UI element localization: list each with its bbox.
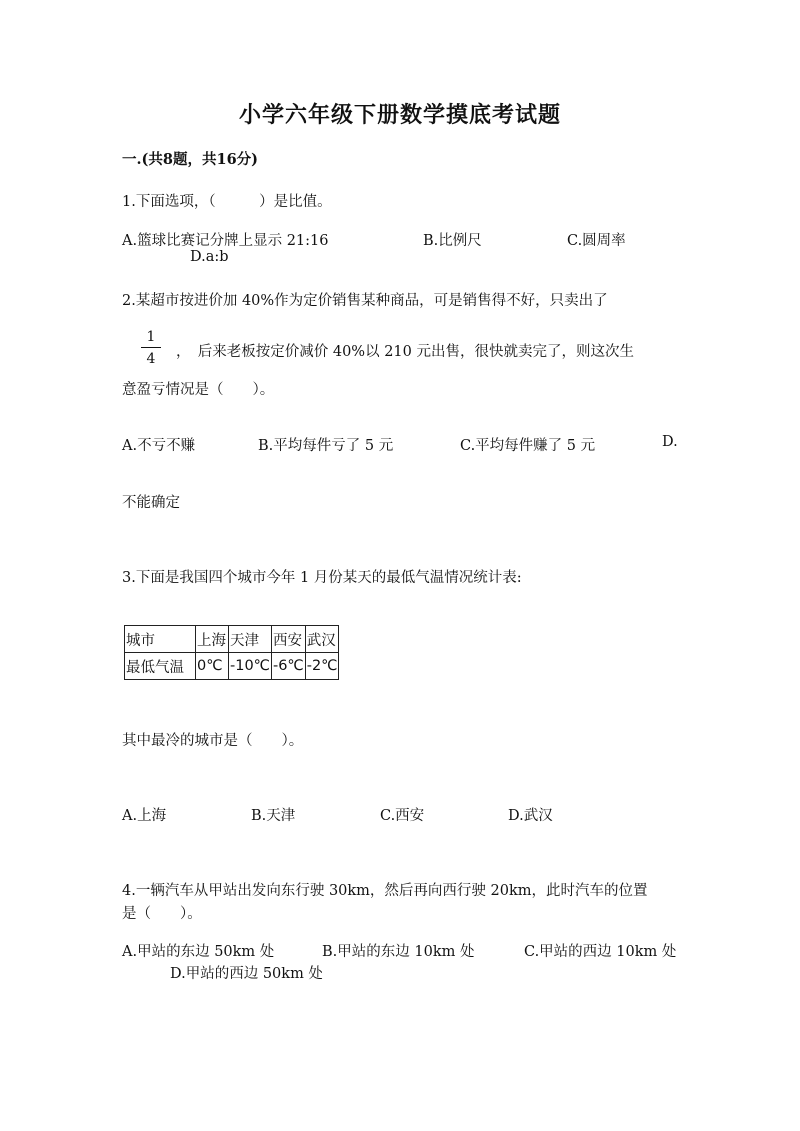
table-cell: 西安 xyxy=(271,626,305,653)
table-cell: 最低气温 xyxy=(125,653,196,680)
question-4-stem-line-1: 4.一辆汽车从甲站出发向东行驶 30km，然后再向西行驶 20km，此时汽车的位置 xyxy=(122,883,648,899)
fraction-numerator: 1 xyxy=(146,329,156,345)
question-4-option-a[interactable]: A.甲站的东边 50km 处 xyxy=(122,944,275,960)
table-cell: -10℃ xyxy=(229,653,272,680)
temperature-table xyxy=(124,625,339,680)
question-1-option-c[interactable]: C.圆周率 xyxy=(567,233,626,249)
question-1-option-b[interactable]: B.比例尺 xyxy=(423,233,482,249)
table-cell: 城市 xyxy=(125,626,196,653)
table-cell: 上海 xyxy=(196,626,229,653)
question-4-stem-line-2: 是（ ）。 xyxy=(122,906,202,922)
question-3-question: 其中最冷的城市是（ ）。 xyxy=(122,733,304,749)
question-2-stem-line-2: ， 后来老板按定价减价 40%以 210 元出售，很快就卖完了，则这次生 xyxy=(176,344,634,360)
question-2-option-d-text: 不能确定 xyxy=(122,495,180,511)
question-4-option-d[interactable]: D.甲站的西边 50km 处 xyxy=(170,966,323,982)
question-2-option-a[interactable]: A.不亏不赚 xyxy=(122,438,196,454)
question-2-option-c[interactable]: C.平均每件赚了 5 元 xyxy=(460,438,596,454)
question-2-stem-line-1: 2.某超市按进价加 40%作为定价销售某种商品，可是销售得不好，只卖出了 xyxy=(122,293,608,309)
fraction-bar xyxy=(141,347,161,348)
question-3-option-b[interactable]: B.天津 xyxy=(251,808,296,824)
question-2-option-d[interactable]: D. xyxy=(662,434,678,450)
table-cell: -2℃ xyxy=(305,653,339,680)
question-4-option-c[interactable]: C.甲站的西边 10km 处 xyxy=(524,944,677,960)
fraction-denominator: 4 xyxy=(146,351,156,367)
table-cell: 0℃ xyxy=(196,653,229,680)
fraction-one-quarter xyxy=(141,330,161,366)
table-row xyxy=(125,653,339,680)
question-4-option-b[interactable]: B.甲站的东边 10km 处 xyxy=(322,944,475,960)
question-1-option-d[interactable]: D.a:b xyxy=(190,249,229,265)
question-3-option-c[interactable]: C.西安 xyxy=(380,808,425,824)
question-3-stem: 3.下面是我国四个城市今年 1 月份某天的最低气温情况统计表: xyxy=(122,570,522,586)
table-row xyxy=(125,626,339,653)
question-2-option-b[interactable]: B.平均每件亏了 5 元 xyxy=(258,438,394,454)
table-cell: -6℃ xyxy=(271,653,305,680)
table-cell: 武汉 xyxy=(305,626,339,653)
question-3-option-d[interactable]: D.武汉 xyxy=(508,808,553,824)
page-title: 小学六年级下册数学摸底考试题 xyxy=(238,102,561,128)
question-1-option-a[interactable]: A.篮球比赛记分牌上显示 21:16 xyxy=(122,233,329,249)
question-1-stem: 1.下面选项，（ ）是比值。 xyxy=(122,194,332,210)
table-cell: 天津 xyxy=(229,626,272,653)
question-3-option-a[interactable]: A.上海 xyxy=(122,808,167,824)
question-2-stem-line-3: 意盈亏情况是（ ）。 xyxy=(122,382,275,398)
section-heading: 一.(共8题，共16分) xyxy=(122,151,259,168)
